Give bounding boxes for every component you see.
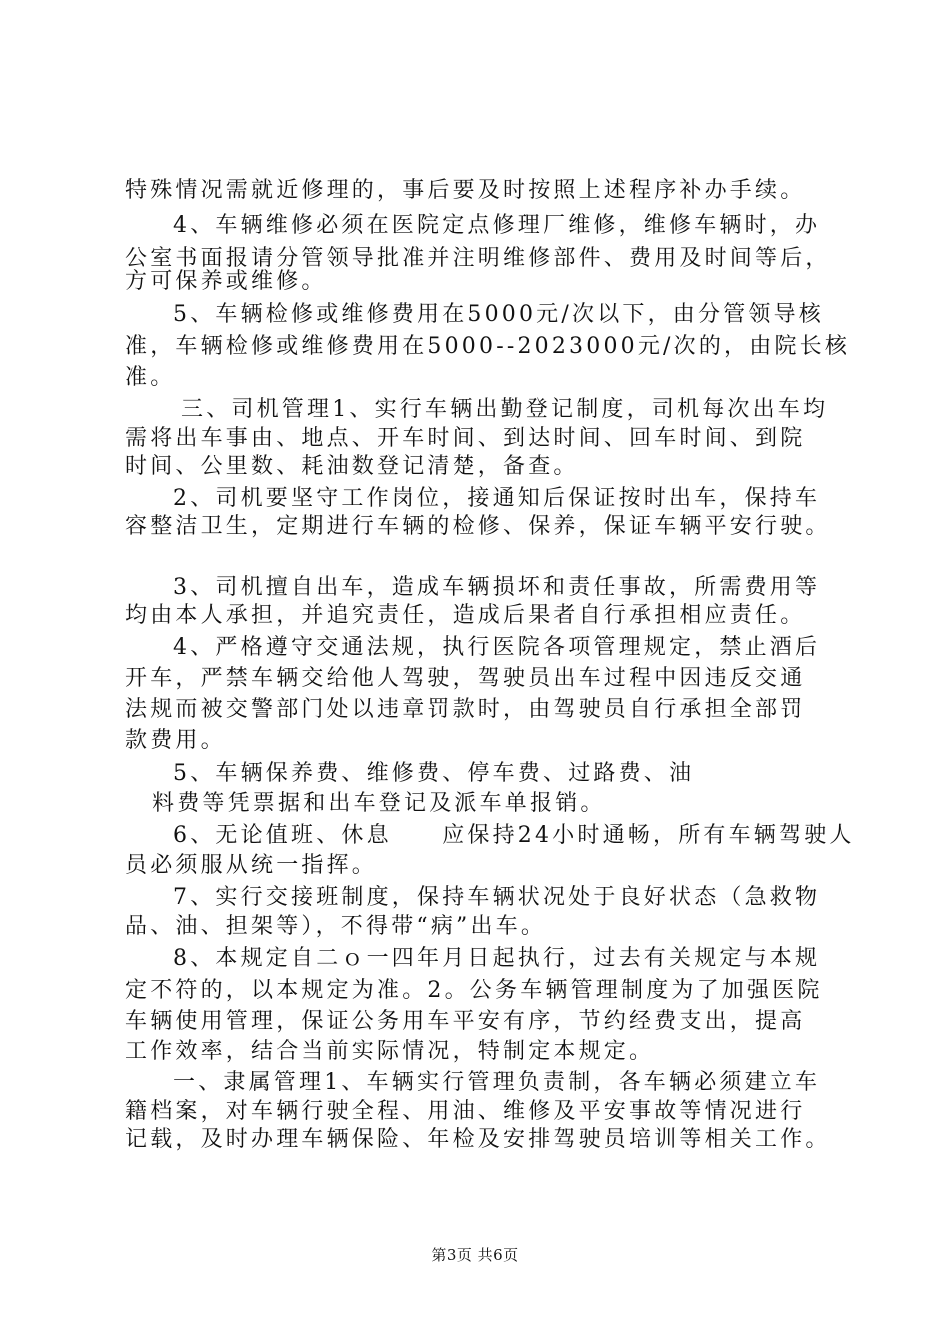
text-line: 员必须服从统一指挥。 [125,853,378,878]
text-line: 款费用。 [125,728,226,753]
text-line: 方可保养或维修。 [125,269,327,294]
text-line: 工作效率，结合当前实际情况，特制定本规定。 [125,1039,655,1064]
text-line: 5、车辆检修或维修费用在5000元/次以下，由分管领导核 [173,302,824,327]
text-line: 特殊情况需就近修理的，事后要及时按照上述程序补办手续。 [125,178,806,203]
text-line: 定不符的，以本规定为准。2。公务车辆管理制度为了加强医院 [125,978,823,1003]
text-line: 容整洁卫生，定期进行车辆的检修、保养，保证车辆平安行驶。 [125,514,831,539]
text-line: 记载，及时办理车辆保险、年检及安排驾驶员培训等相关工作。 [125,1127,831,1152]
text-line: 开车，严禁车辆交给他人驾驶，驾驶员出车过程中因违反交通 [125,666,806,691]
text-line: 品、油、担架等），不得带“病”出车。 [125,914,547,939]
text-line: 2、司机要坚守工作岗位，接通知后保证按时出车，保持车 [173,486,821,511]
text-line: 4、车辆维修必须在医院定点修理厂维修，维修车辆时，办 [173,213,821,238]
text-line: 3、司机擅自出车，造成车辆损坏和责任事故，所需费用等 [173,575,821,600]
text-line: 一、隶属管理1、车辆实行管理负责制，各车辆必须建立车 [173,1070,821,1095]
text-line: 6、无论值班、休息 应保持24小时通畅，所有车辆驾驶人 [173,823,855,848]
text-line: 籍档案，对车辆行驶全程、用油、维修及平安事故等情况进行 [125,1099,806,1124]
text-line: 7、实行交接班制度，保持车辆状况处于良好状态（急救物 [173,885,821,910]
text-line: 三、司机管理1、实行车辆出勤登记制度，司机每次出车均 [181,397,829,422]
text-line: 均由本人承担，并追究责任，造成后果者自行承担相应责任。 [125,603,806,628]
text-line: 料费等凭票据和出车登记及派车单报销。 [152,791,606,816]
text-line: 需将出车事由、地点、开车时间、到达时间、回车时间、到院 [125,426,806,451]
text-line: 8、本规定自二ｏ一四年月日起执行，过去有关规定与本规 [173,946,821,971]
page-number: 第3页 共6页 [431,1246,519,1264]
text-line: 准。 [125,365,176,390]
text-line: 法规而被交警部门处以违章罚款时，由驾驶员自行承担全部罚 [125,697,806,722]
text-line: 准，车辆检修或维修费用在5000--2023000元/次的，由院长核 [125,334,851,359]
text-line: 公室书面报请分管领导批准并注明维修部件、费用及时间等后， [125,246,831,271]
text-line: 时间、公里数、耗油数登记清楚，备查。 [125,454,579,479]
text-line: 车辆使用管理，保证公务用车平安有序，节约经费支出，提高 [125,1009,806,1034]
text-line: 5、车辆保养费、维修费、停车费、过路费、油 [173,761,695,786]
text-line: 4、严格遵守交通法规，执行医院各项管理规定，禁止酒后 [173,635,821,660]
